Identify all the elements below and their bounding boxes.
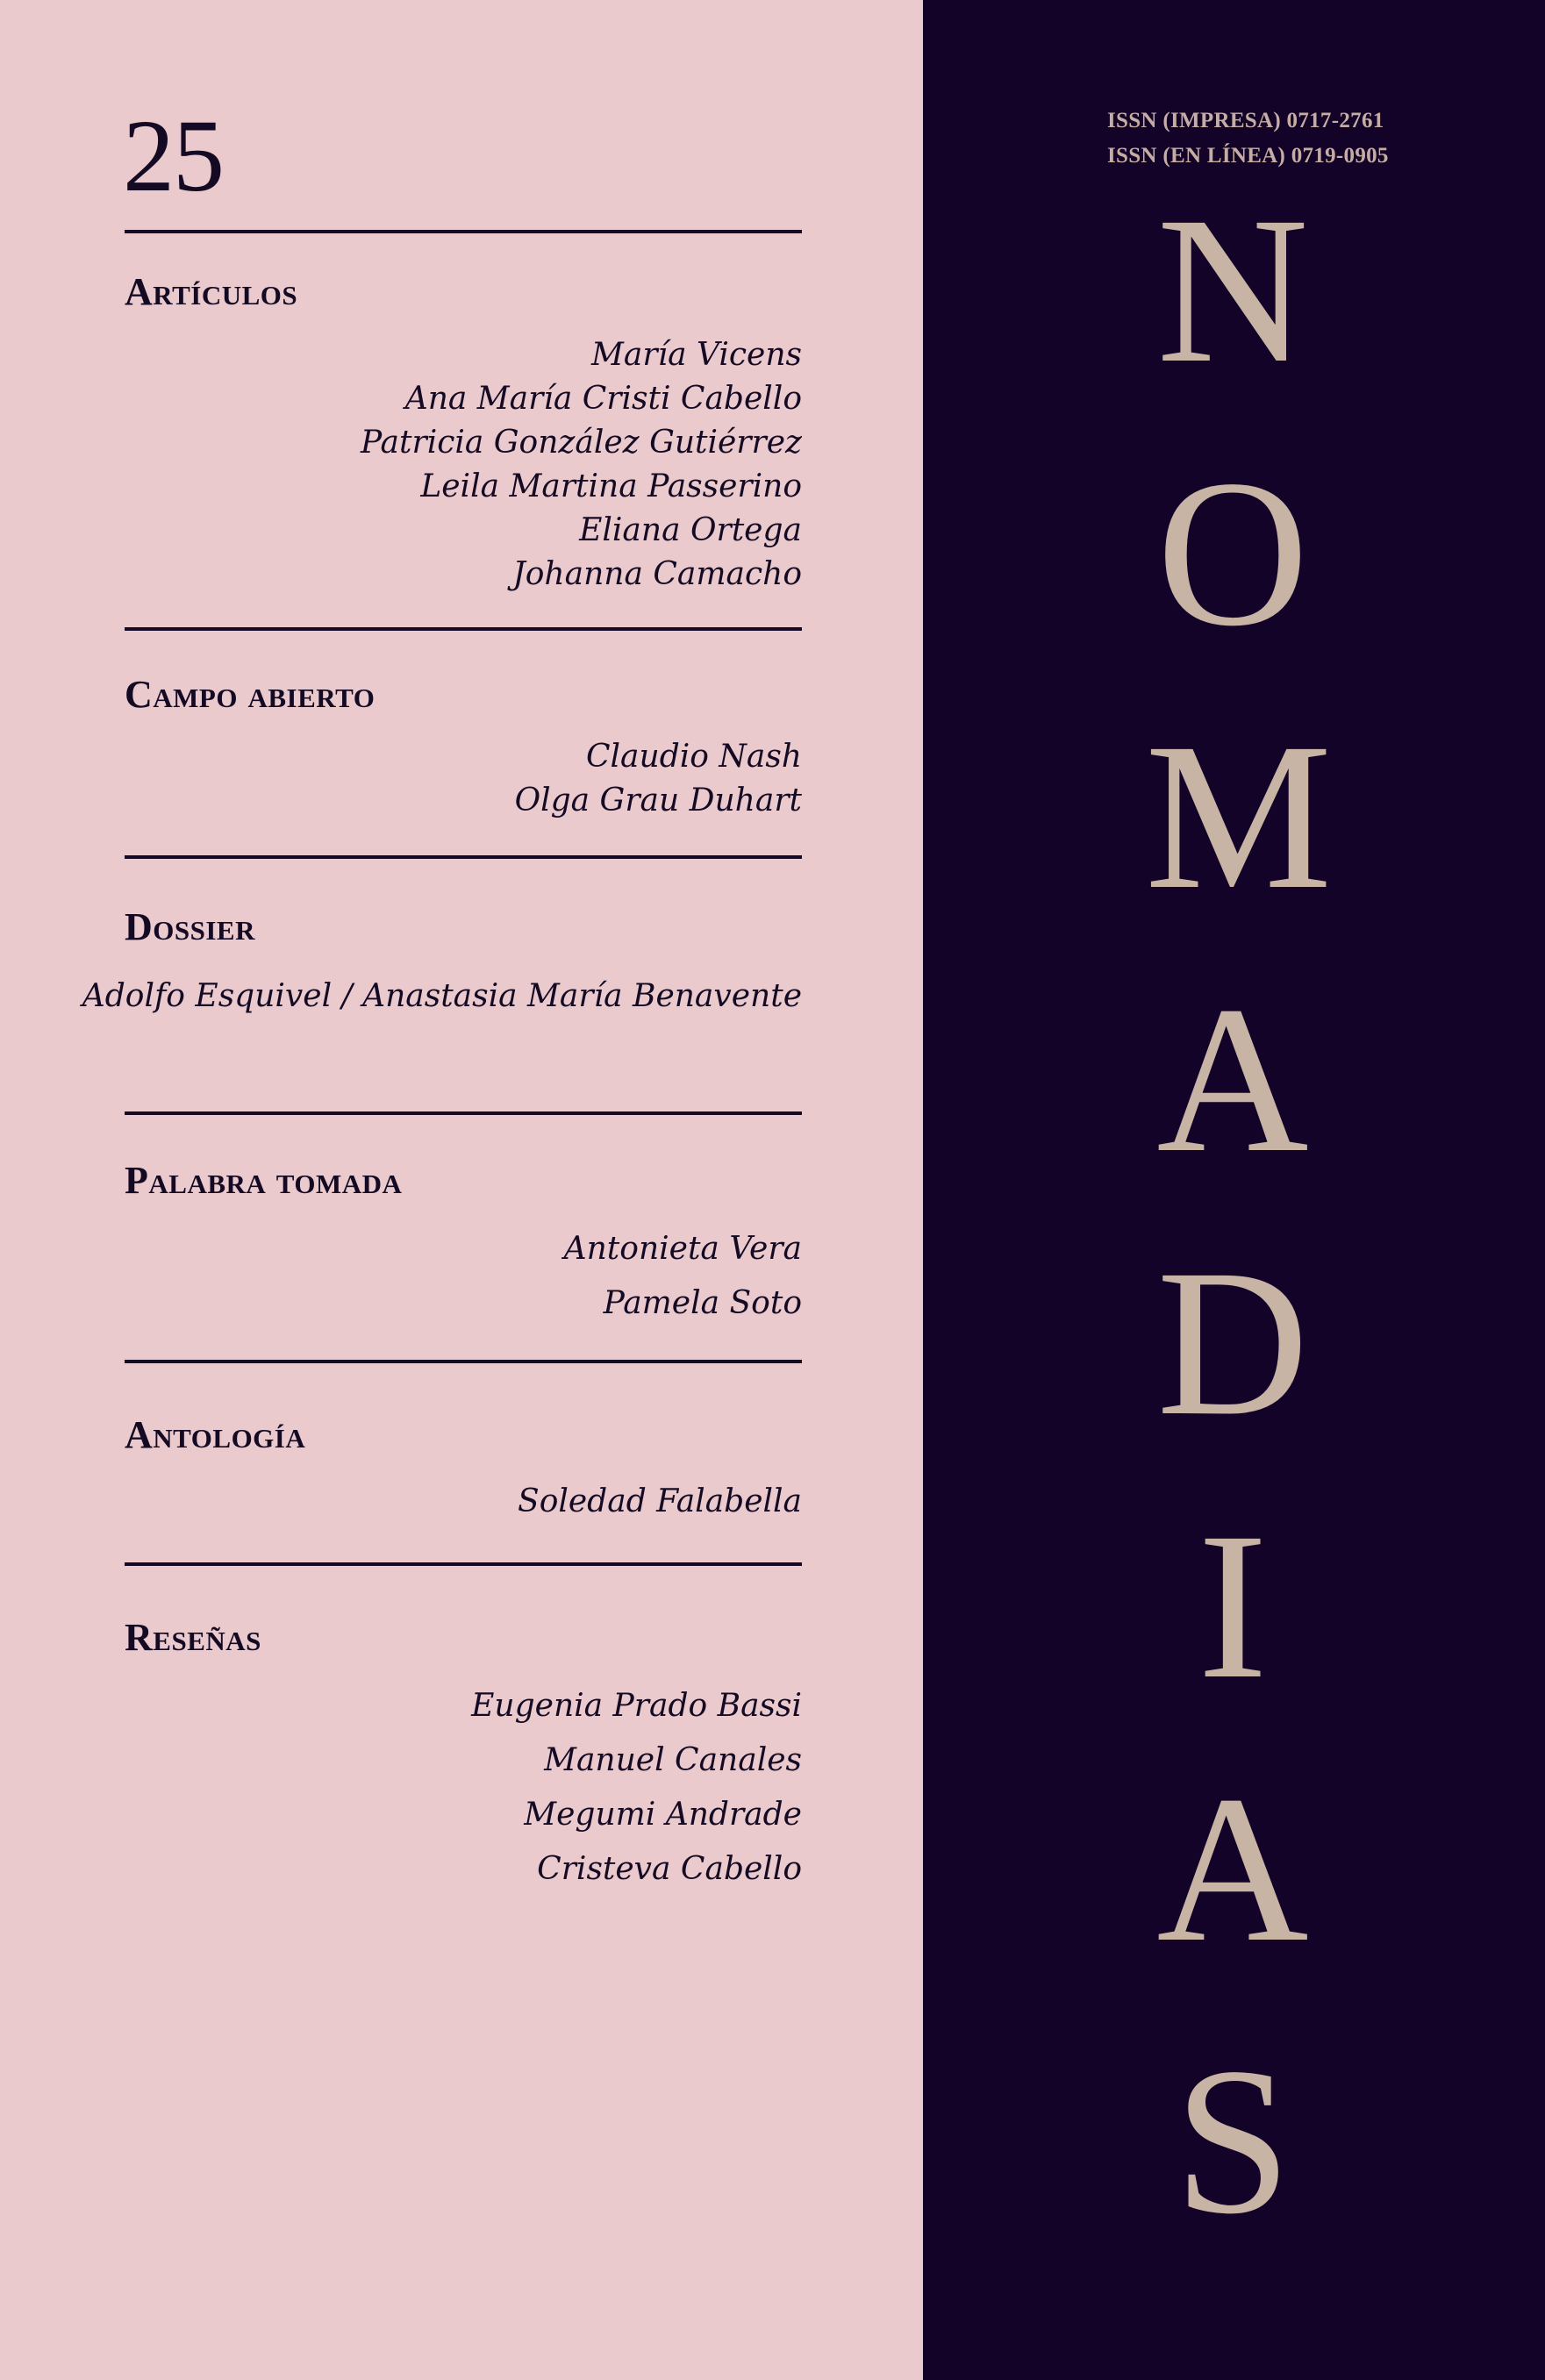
divider: [125, 627, 802, 631]
author: Cristeva Cabello: [537, 1851, 802, 1887]
journal-title-letter: D: [1156, 1226, 1309, 1459]
author: Adolfo Esquivel / Anastasia María Benavente: [82, 978, 802, 1014]
author: Ana María Cristi Cabello: [404, 381, 802, 417]
author: Claudio Nash: [585, 739, 802, 775]
journal-title-letter: I: [1198, 1489, 1268, 1722]
issue-number: 25: [123, 98, 223, 213]
journal-title-letter: O: [1156, 436, 1309, 669]
section-title-antologia: Antología: [125, 1413, 306, 1456]
journal-title-letter: M: [1145, 699, 1333, 933]
section-authors-antologia: [518, 1476, 802, 1527]
author: Megumi Andrade: [524, 1797, 802, 1833]
divider: [125, 1111, 802, 1115]
section-title-palabra-tomada: Palabra tomada: [125, 1159, 403, 1202]
section-authors-dossier: [82, 974, 802, 1019]
author: Patricia González Gutiérrez: [360, 425, 802, 461]
section-title-resenas: Reseñas: [125, 1616, 261, 1659]
section-authors-campo-abierto: [515, 735, 802, 823]
author: Soledad Falabella: [518, 1483, 802, 1519]
section-title-campo-abierto: Campo abierto: [125, 673, 376, 716]
author: Manuel Canales: [544, 1742, 802, 1778]
author: Pamela Soto: [603, 1285, 802, 1321]
journal-title-letter: S: [1174, 2024, 1291, 2257]
author: Olga Grau Duhart: [514, 783, 802, 818]
journal-title-letter: A: [1156, 962, 1309, 1196]
divider: [125, 855, 802, 859]
journal-title-letter: N: [1156, 173, 1309, 406]
issn-online: ISSN (EN LÍNEA) 0719-0905: [1107, 144, 1389, 168]
author: Eugenia Prado Bassi: [471, 1688, 802, 1724]
issn-print: ISSN (IMPRESA) 0717-2761: [1107, 109, 1384, 132]
author: Antonieta Vera: [563, 1231, 802, 1267]
author: María Vicens: [591, 337, 802, 373]
author: Eliana Ortega: [579, 512, 802, 548]
section-title-dossier: Dossier: [125, 905, 255, 948]
section-authors-resenas: [471, 1679, 802, 1897]
author: Leila Martina Passerino: [420, 468, 802, 504]
divider: [125, 230, 802, 233]
section-authors-articulos: [361, 333, 802, 597]
author: Johanna Camacho: [512, 556, 802, 592]
divider: [125, 1562, 802, 1566]
section-title-articulos: Artículos: [125, 270, 298, 313]
divider: [125, 1360, 802, 1363]
journal-title-letter: A: [1156, 1752, 1309, 1985]
section-authors-palabra-tomada: [564, 1222, 802, 1331]
